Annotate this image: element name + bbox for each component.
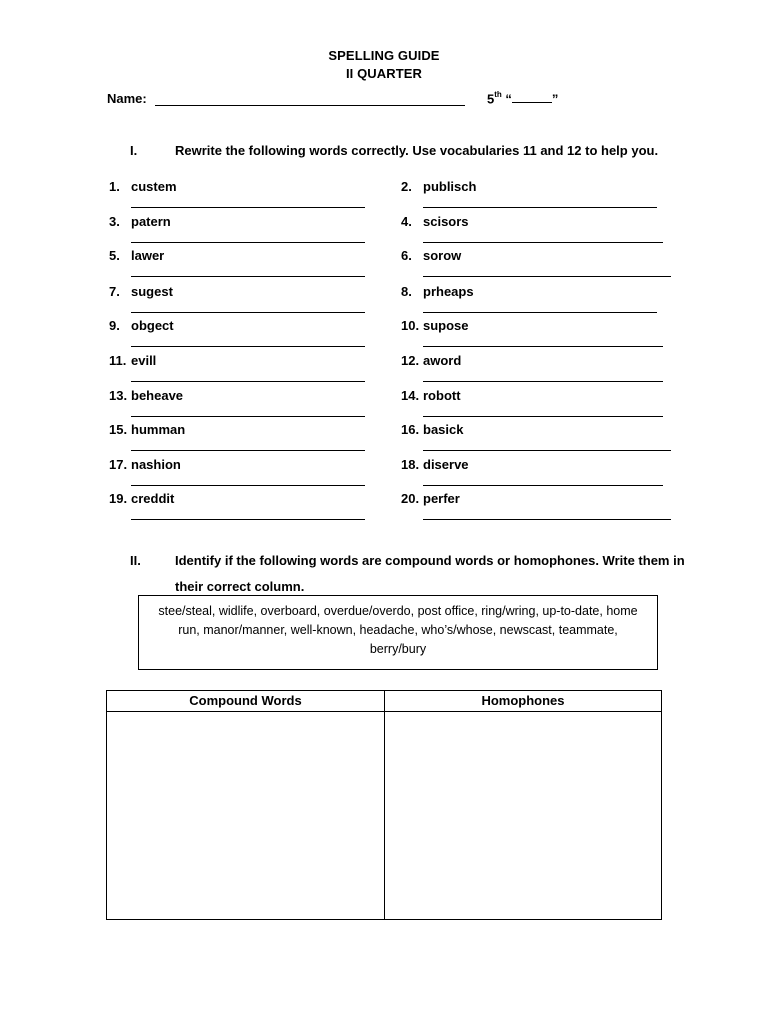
misspelled-word: humman xyxy=(131,422,186,437)
misspelled-word: sorow xyxy=(423,248,462,263)
answer-blank-line[interactable] xyxy=(131,312,365,313)
spelling-item xyxy=(401,353,681,387)
answer-blank-line[interactable] xyxy=(423,312,657,313)
word-bank-box xyxy=(138,595,658,670)
spelling-item xyxy=(401,388,681,422)
misspelled-word: evill xyxy=(131,353,157,368)
misspelled-word: beheave xyxy=(131,388,184,403)
item-number: 20. xyxy=(401,491,420,506)
misspelled-word: sugest xyxy=(131,284,173,299)
item-number: 11. xyxy=(109,353,127,368)
item-number: 15. xyxy=(109,422,128,437)
answer-blank-line[interactable] xyxy=(423,276,671,277)
item-number: 1. xyxy=(109,179,120,194)
spelling-item xyxy=(109,491,389,525)
misspelled-word: robott xyxy=(423,388,461,403)
spelling-item xyxy=(401,179,681,213)
grade-suffix: th xyxy=(494,90,502,99)
misspelled-word: custem xyxy=(131,179,177,194)
answer-blank-line[interactable] xyxy=(423,416,663,417)
answer-blank-line[interactable] xyxy=(131,519,365,520)
section-blank-line[interactable] xyxy=(512,92,552,103)
misspelled-word: obgect xyxy=(131,318,174,333)
answer-blank-line[interactable] xyxy=(423,242,663,243)
item-number: 7. xyxy=(109,284,120,299)
misspelled-word: prheaps xyxy=(423,284,474,299)
misspelled-word: aword xyxy=(423,353,462,368)
item-number: 16. xyxy=(401,422,420,437)
spelling-item xyxy=(109,179,389,213)
misspelled-word: publisch xyxy=(423,179,477,194)
answer-blank-line[interactable] xyxy=(423,381,663,382)
compound-words-header: Compound Words xyxy=(189,693,302,708)
item-number: 10. xyxy=(401,318,420,333)
answer-blank-line[interactable] xyxy=(423,207,657,208)
spelling-item xyxy=(401,491,681,525)
item-number: 14. xyxy=(401,388,420,403)
section-2-numeral: II. xyxy=(130,553,141,568)
item-number: 3. xyxy=(109,214,120,229)
answer-blank-line[interactable] xyxy=(423,450,671,451)
answer-blank-line[interactable] xyxy=(131,346,365,347)
answer-blank-line[interactable] xyxy=(131,207,365,208)
section-2-instruction-line-2: their correct column. xyxy=(175,579,305,594)
grade-open-quote: “ xyxy=(505,91,512,107)
misspelled-word: perfer xyxy=(423,491,460,506)
spelling-item xyxy=(109,248,389,282)
word-bank-line: stee/steal, widlife, overboard, overdue/overdo, post office, ring/wring, up-to-date, home xyxy=(158,604,638,618)
answer-blank-line[interactable] xyxy=(423,346,663,347)
grade-number: 5 xyxy=(487,91,495,107)
spelling-item xyxy=(401,318,681,352)
section-2-instruction-line-1: Identify if the following words are compound words or homophones. Write them in xyxy=(175,553,685,568)
spelling-item xyxy=(401,284,681,318)
item-number: 2. xyxy=(401,179,412,194)
misspelled-word: scisors xyxy=(423,214,469,229)
misspelled-word: basick xyxy=(423,422,464,437)
answer-blank-line[interactable] xyxy=(131,450,365,451)
misspelled-word: nashion xyxy=(131,457,181,472)
grade-close-quote: ” xyxy=(551,91,559,107)
name-label: Name: xyxy=(107,91,147,106)
answer-blank-line[interactable] xyxy=(131,485,365,486)
word-bank-line: run, manor/manner, well-known, headache, who’s/whose, newscast, teammate, xyxy=(178,623,618,637)
answer-blank-line[interactable] xyxy=(131,276,365,277)
item-number: 13. xyxy=(109,388,128,403)
item-number: 18. xyxy=(401,457,420,472)
item-number: 8. xyxy=(401,284,412,299)
item-number: 17. xyxy=(109,457,128,472)
page-subtitle: II QUARTER xyxy=(345,66,423,81)
answer-blank-line[interactable] xyxy=(131,242,365,243)
spelling-item xyxy=(109,318,389,352)
classification-table xyxy=(106,690,662,920)
item-number: 5. xyxy=(109,248,120,263)
spelling-item xyxy=(109,214,389,248)
answer-blank-line[interactable] xyxy=(131,416,365,417)
item-number: 6. xyxy=(401,248,412,263)
compound-words-cell[interactable] xyxy=(107,712,384,919)
item-number: 12. xyxy=(401,353,420,368)
spelling-item xyxy=(401,214,681,248)
misspelled-word: diserve xyxy=(423,457,469,472)
spelling-item xyxy=(401,422,681,456)
misspelled-word: creddit xyxy=(131,491,175,506)
homophones-header: Homophones xyxy=(481,693,565,708)
item-number: 19. xyxy=(109,491,128,506)
word-bank-line: berry/bury xyxy=(369,642,427,656)
homophones-cell[interactable] xyxy=(385,712,661,919)
section-1-instruction: Rewrite the following words correctly. Use vocabularies 11 and 12 to help you. xyxy=(175,143,659,158)
page-title: SPELLING GUIDE xyxy=(328,48,440,63)
item-number: 4. xyxy=(401,214,412,229)
spelling-item xyxy=(109,422,389,456)
misspelled-word: supose xyxy=(423,318,469,333)
section-1-numeral: I. xyxy=(130,143,138,158)
name-row xyxy=(107,91,667,111)
answer-blank-line[interactable] xyxy=(131,381,365,382)
item-number: 9. xyxy=(109,318,120,333)
misspelled-word: patern xyxy=(131,214,171,229)
spelling-item xyxy=(109,388,389,422)
spelling-item xyxy=(109,284,389,318)
answer-blank-line[interactable] xyxy=(423,519,671,520)
spelling-item xyxy=(109,457,389,491)
spelling-item xyxy=(109,353,389,387)
spelling-item xyxy=(401,457,681,491)
answer-blank-line[interactable] xyxy=(423,485,663,486)
spelling-item xyxy=(401,248,681,282)
grade-section-field xyxy=(487,91,558,106)
name-blank-line[interactable] xyxy=(155,105,465,106)
misspelled-word: lawer xyxy=(131,248,165,263)
